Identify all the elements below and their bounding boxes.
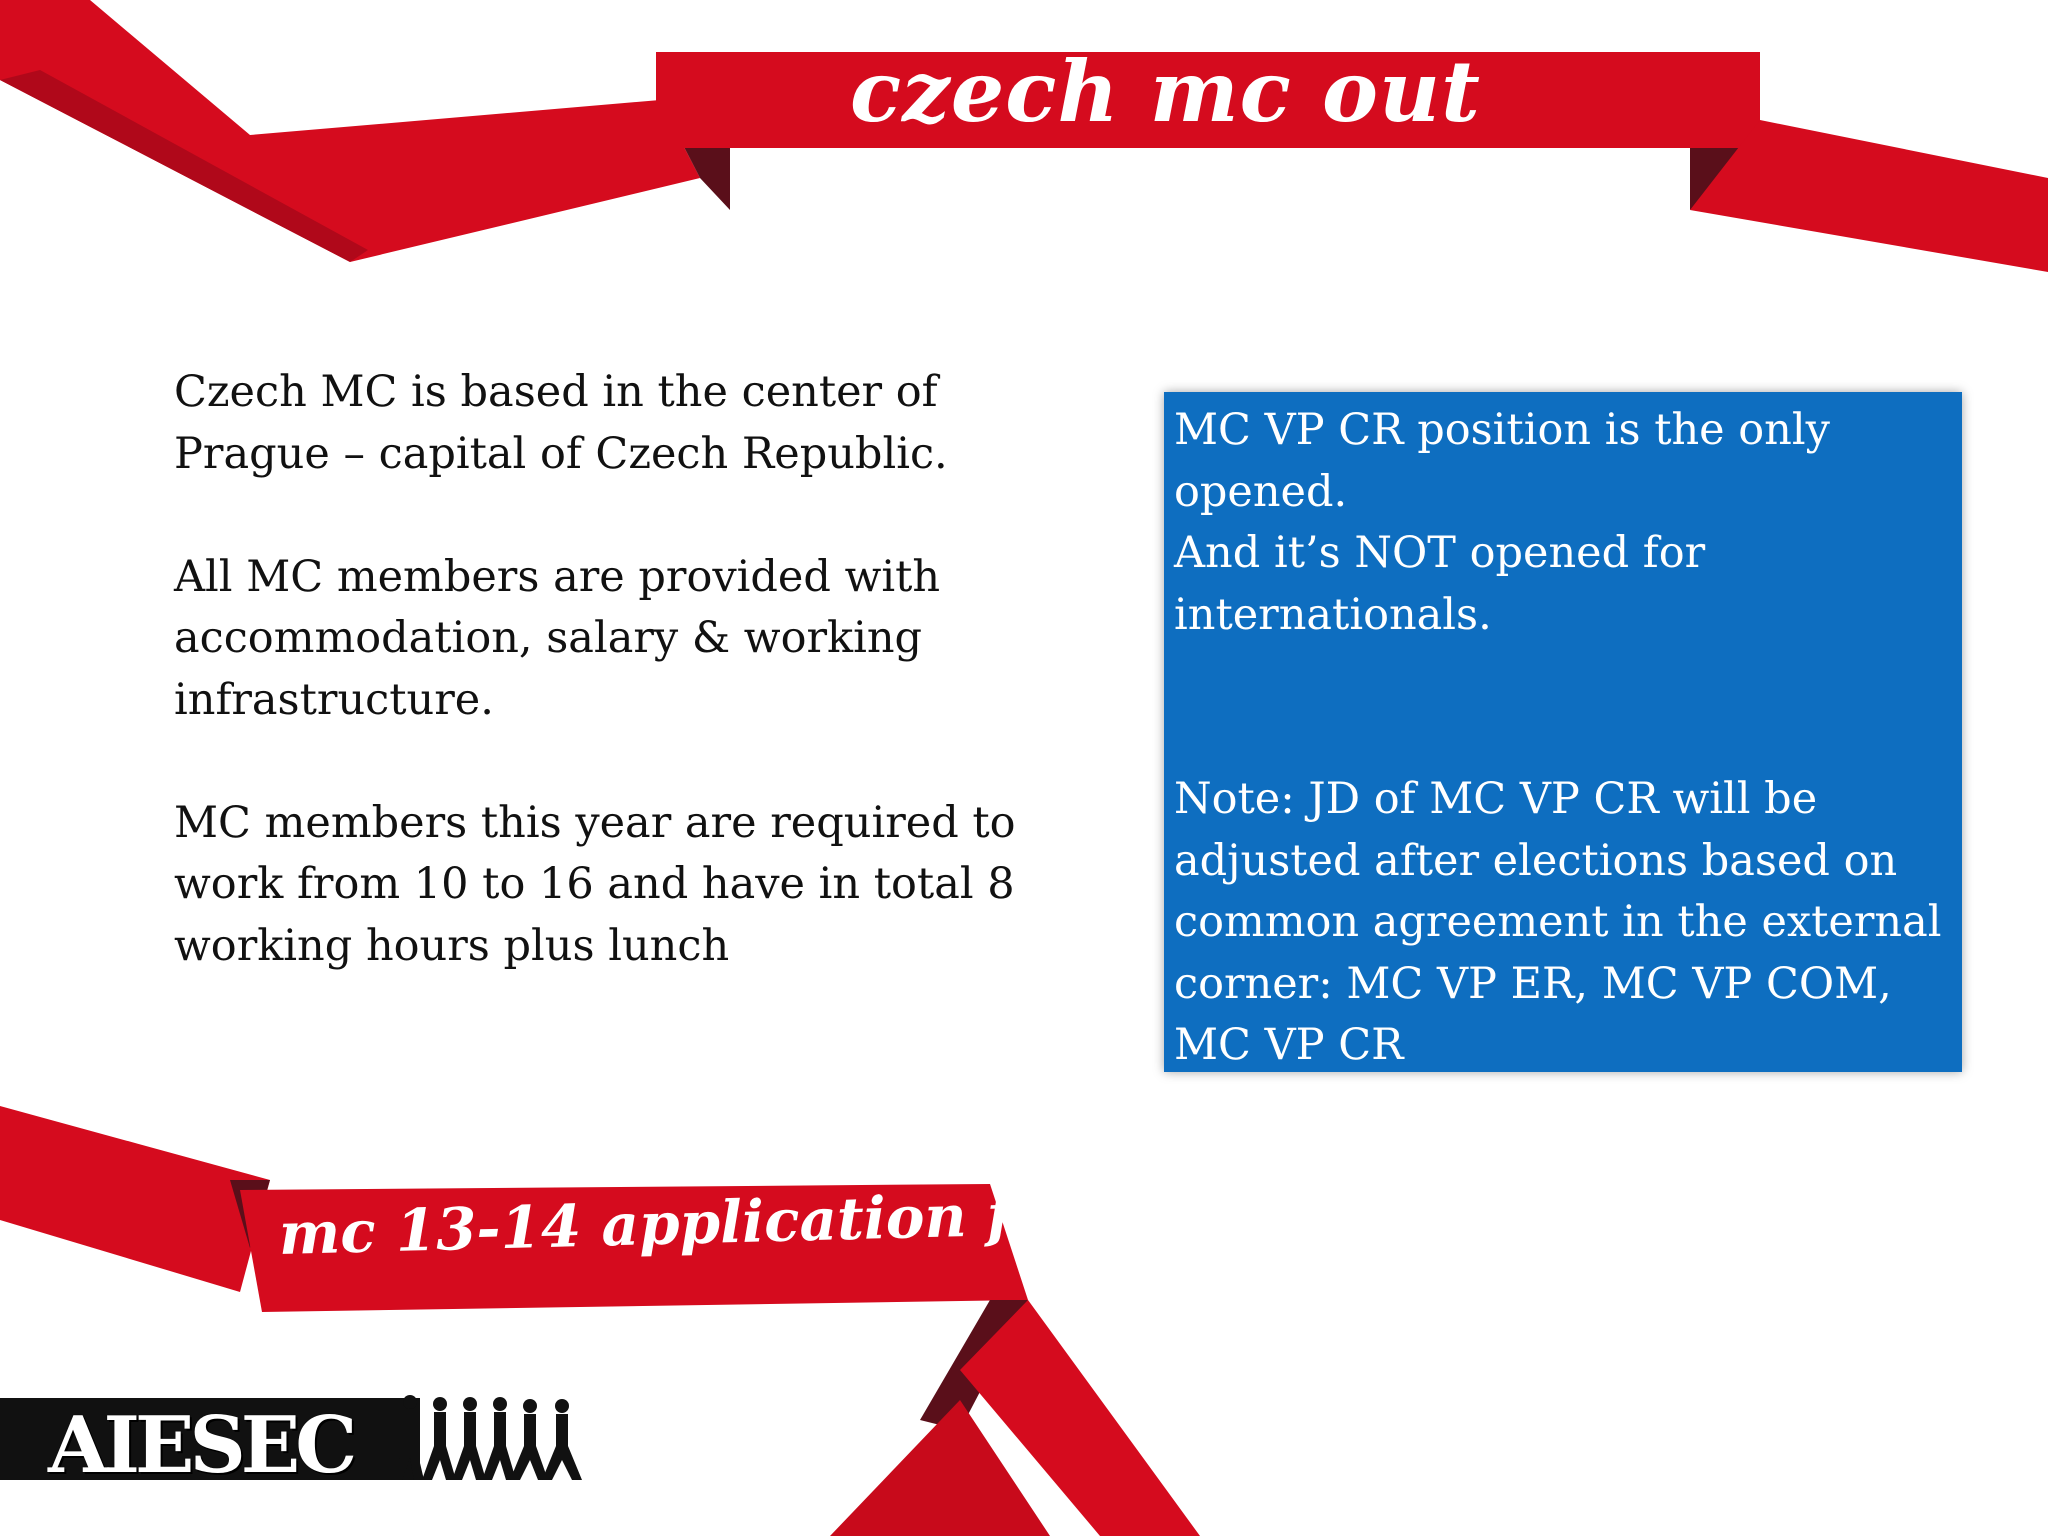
bottom-left-ribbon [0,1106,270,1292]
aiesec-logo [0,1396,600,1496]
info-box [1164,392,1962,1072]
info-position-text: MC VP CR position is the only opened. [1174,405,1830,517]
left-column-text [174,362,1054,977]
info-spacer [1174,646,1950,769]
info-note-text: Note: JD of MC VP CR will be adjusted after elections based on common agreement in the external corner: MC VP ER, MC VP COM, MC VP CR [1174,774,1942,1070]
top-right-ribbon [1690,120,2048,272]
logo-text: AIESEC [48,1400,353,1491]
info-internationals-text: And it’s NOT opened for internationals. [1174,528,1706,640]
paragraph-working-hours: MC members this year are required to work from 10 to 16 and have in total 8 working hours plus lunch [174,797,1016,971]
banner-title-bottom: mc 13-14 application form [278,1177,1144,1268]
banner-title-top: czech mc out [850,42,1481,141]
paragraph-location: Czech MC is based in the center of Prague – capital of Czech Republic. [174,367,948,479]
paragraph-benefits: All MC members are provided with accommodation, salary & working infrastructure. [174,551,941,725]
